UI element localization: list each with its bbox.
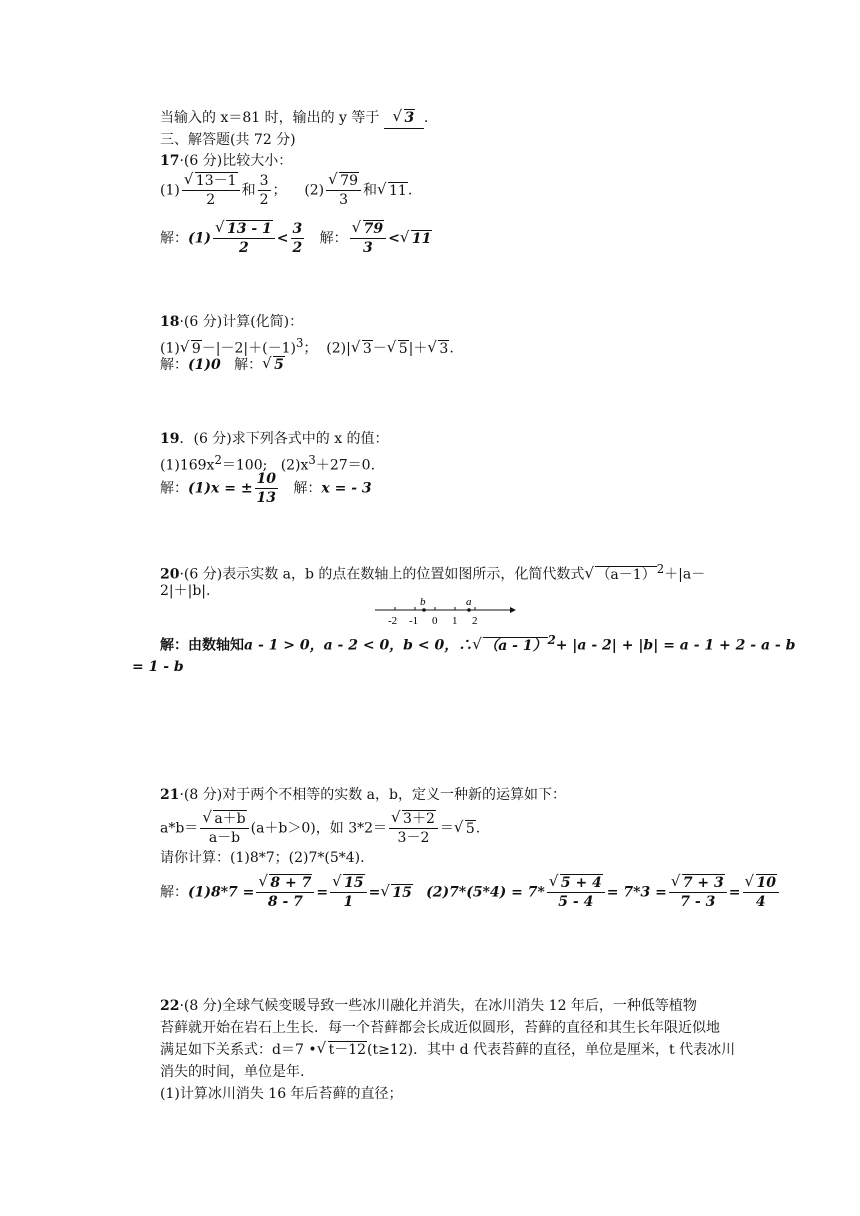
q21-solution <box>160 874 781 911</box>
q19-sol1-den: 13 <box>256 490 277 506</box>
q21-ask: 请你计算：(1)8*7；(2)7*(5*4). <box>160 850 365 866</box>
q17-p1-numerator: 13－1 <box>195 173 237 189</box>
q17-sol2-den: 3 <box>363 240 373 256</box>
q21-s1-n2: 15 <box>344 875 364 891</box>
q20-exp: 2 <box>656 562 665 576</box>
q20-number: 20 <box>160 566 180 583</box>
q21-def-cond: (a＋b＞0)，如 3*2＝ <box>250 820 388 837</box>
q18-header <box>160 312 303 332</box>
q21-s2-n2: 7 + 3 <box>682 875 724 891</box>
q20-sol-label: 解：由数轴知 <box>160 637 244 654</box>
q19-sol1-num: 10 <box>256 471 277 487</box>
q20-header-text: ·(6 分)表示实数 a，b 的点在数轴上的位置如图所示，化简代数式 <box>179 566 585 583</box>
q19-number: 19 <box>160 431 180 447</box>
q18-p2-rad1 <box>352 339 373 359</box>
q17-sol1-right <box>291 220 305 257</box>
q17-p2-label: (2) <box>304 182 325 199</box>
q19-sol1-fraction <box>255 470 278 507</box>
q17-p2-rad-value: 11 <box>388 182 407 199</box>
q21-definition <box>160 810 480 847</box>
q21-s1-fraction <box>256 874 314 911</box>
q18-p2-rad2-value: 5 <box>398 340 408 357</box>
q18-solution <box>160 355 285 375</box>
q22-line3-a: 满足如下关系式：d＝7 • <box>160 1042 317 1058</box>
q18-sol1: (1)0 <box>188 357 221 373</box>
q19-sol1-prefix: (1)x = ± <box>188 480 253 497</box>
q21-ex-eq: ＝ <box>439 820 454 837</box>
q18-sol2-label: 解： <box>234 357 263 373</box>
q17-number: 17 <box>160 153 180 169</box>
q17-sol2-fraction <box>350 220 386 257</box>
q21-def-num: a＋b <box>214 811 246 827</box>
q17-p1-fraction <box>182 172 240 209</box>
q17-sol2-label: 解： <box>319 230 348 247</box>
q22-rad-value: t－12 <box>328 1042 367 1058</box>
q21-ex-rad: 5 <box>465 820 475 837</box>
q17-p2-radical <box>378 181 408 201</box>
q18-p2-mid: － <box>372 340 387 357</box>
q21-s2-prefix: (2)7*(5*4) = 7* <box>426 884 545 901</box>
q18-p1-rad: 9 <box>191 340 201 357</box>
q21-s2-mid: = 7*3 = <box>606 884 667 901</box>
q21-s1-rad: 15 <box>392 884 412 901</box>
q22-line5: (1)计算冰川消失 16 年后苔藓的直径； <box>160 1086 403 1102</box>
q19-p2-rest: ＋27＝0. <box>315 457 376 474</box>
q21-example-fraction <box>389 810 438 847</box>
q19-sol2-label: 解： <box>293 480 322 497</box>
q20-sol-rad: （a - 1） <box>484 637 547 654</box>
q17-p1-right-den: 2 <box>259 192 269 208</box>
q21-header <box>160 785 566 805</box>
q17-p2-and: 和 <box>362 182 377 199</box>
section-title: 三、解答题(共 72 分) <box>160 132 296 148</box>
q21-s2-num: 5 + 4 <box>560 875 602 891</box>
q18-p2-rad3-value: 3 <box>439 340 449 357</box>
label-b: b <box>420 596 426 608</box>
q21-s1-fraction2 <box>330 874 366 911</box>
q20-radical <box>585 565 656 585</box>
q18-p2-rad3 <box>428 339 449 359</box>
q21-s2-d2: 7 - 3 <box>680 894 716 910</box>
q21-s2-d3: 4 <box>755 894 766 910</box>
q20-header <box>160 559 705 585</box>
q19-p1-rest: ＝100; <box>221 457 268 474</box>
q21-s1-radical <box>381 883 412 903</box>
q20-solution <box>160 630 795 656</box>
q17-solution <box>160 220 432 257</box>
q17-p1-right-fraction <box>258 172 271 209</box>
q20-rad-content: （a－1） <box>596 566 656 583</box>
q17-sol1-den: 2 <box>239 240 249 256</box>
q21-s2-eq: = <box>728 884 741 901</box>
q21-ex-radical <box>455 819 476 839</box>
q17-sol1-num: 13 - 1 <box>227 221 272 237</box>
q18-p1-end: ； <box>303 340 318 357</box>
q19-header <box>160 429 389 449</box>
q17-sol1-right-num: 3 <box>292 221 303 237</box>
q22-line3-b: (t≥12)．其中 d 代表苔藓的直径，单位是厘米，t 代表冰川 <box>367 1042 736 1058</box>
prev-question-end: . <box>423 110 429 126</box>
q18-sol2-rad-value: 5 <box>274 357 284 373</box>
q21-s1-d2: 1 <box>343 894 354 910</box>
q19-p1: (1)169x <box>160 457 215 474</box>
q20-line2: 2|＋|b|. <box>160 583 211 599</box>
q20-sol-rest: + |a - 2| + |b| = a - 1 + 2 - a - b <box>555 637 796 654</box>
q21-s1-den: 8 - 7 <box>267 894 303 910</box>
q21-def-lhs: a*b＝ <box>160 820 199 837</box>
q17-sol1-label: (1) <box>188 230 211 247</box>
q22-line1 <box>160 996 697 1016</box>
q22-line2: 苔藓就开始在岩石上生长．每一个苔藓都会长成近似圆形，苔藓的直径和其生长年限近似地 <box>160 1020 720 1036</box>
q19-sol2: x = - 3 <box>321 480 372 497</box>
q17-p1-denominator: 2 <box>206 192 216 208</box>
q17-sol1-right-den: 2 <box>292 240 303 256</box>
answer-value: 3 <box>404 110 415 126</box>
q18-p1-rest: －|－2|＋(－1) <box>201 340 296 357</box>
prev-question-tail <box>160 108 428 129</box>
q17-p1-sep: ； <box>272 182 287 199</box>
q17-p1-right-num: 3 <box>259 173 269 189</box>
q20-sol-exp: 2 <box>547 633 556 647</box>
q17-sol1-fraction <box>213 220 275 257</box>
q21-header-text: ·(8 分)对于两个不相等的实数 a，b，定义一种新的运算如下： <box>179 787 566 803</box>
tick-label: 1 <box>452 615 458 626</box>
q22-number: 22 <box>160 998 180 1014</box>
tick-label: 2 <box>472 615 478 626</box>
q18-p1-label: (1) <box>160 340 180 357</box>
q21-s1-eq2: = <box>368 884 381 901</box>
answer-blank <box>384 108 424 129</box>
q17-sol2-num: 79 <box>363 221 384 237</box>
q17-sol1-cmp: < <box>276 230 289 247</box>
q21-s1-prefix: (1)8*7 = <box>188 884 255 901</box>
q21-s2-fraction <box>547 874 605 911</box>
q18-header-text: ·(6 分)计算(化简)： <box>179 314 304 330</box>
q17-sol2-rad-value: 11 <box>411 230 432 247</box>
q17-p1-label: (1) <box>160 182 180 199</box>
q19-sol-label: 解： <box>160 480 188 497</box>
q21-def-fraction <box>200 810 248 847</box>
tick-label: -1 <box>409 615 419 626</box>
q21-s1-num: 8 + 7 <box>270 875 312 891</box>
q17-header-text: ·(6 分)比较大小： <box>179 153 293 169</box>
sqrt-symbol <box>394 108 416 128</box>
q22-line1-text: ·(8 分)全球气候变暖导致一些冰川融化并消失，在冰川消失 12 年后，一种低等植物 <box>179 998 697 1014</box>
q20-after: ＋|a－ <box>664 566 706 583</box>
q17-p1-and: 和 <box>241 182 256 199</box>
q17-header <box>160 151 292 171</box>
q19-header-text: ．(6 分)求下列各式中的 x 的值： <box>179 431 389 447</box>
q20-sol-cond: a - 1 > 0，a - 2 < 0，b < 0，∴ <box>244 637 473 654</box>
q18-sol-label: 解： <box>160 357 188 373</box>
q21-ex-den: 3－2 <box>397 830 430 846</box>
point-a <box>467 608 471 612</box>
q18-p2-rad1-value: 3 <box>362 340 372 357</box>
q21-s2-den: 5 - 4 <box>558 894 594 910</box>
q18-p2-rad2 <box>388 339 409 359</box>
q22-line3 <box>160 1040 735 1060</box>
q18-sol2-radical <box>263 355 285 375</box>
q21-number: 21 <box>160 787 180 803</box>
prev-question-text: 当输入的 x＝81 时，输出的 y 等于 <box>160 110 380 126</box>
label-a: a <box>466 596 472 608</box>
point-b <box>422 608 426 612</box>
q20-sol-radical <box>473 636 547 656</box>
q17-sol-label: 解： <box>160 230 188 247</box>
q19-p1-exp: 2 <box>214 453 222 467</box>
q22-radical <box>318 1040 367 1060</box>
q18-p2-after: |＋ <box>408 340 428 357</box>
q22-line4: 消失的时间，单位是年. <box>160 1064 305 1080</box>
q19-solution <box>160 470 372 507</box>
q18-p1-exp: 3 <box>295 336 304 350</box>
q19-p2: (2)x <box>280 457 309 474</box>
q21-def-den: a－b <box>208 830 241 846</box>
q17-p2-denominator: 3 <box>339 192 349 208</box>
q21-s2-fraction3 <box>743 874 779 911</box>
q18-number: 18 <box>160 314 180 330</box>
arrow-right-icon <box>510 607 516 613</box>
q20-solution-line2: = 1 - b <box>132 659 184 675</box>
q21-s1-eq1: = <box>316 884 329 901</box>
q17-p2-numerator: 79 <box>340 173 358 189</box>
q17-sol2-radical <box>401 229 432 249</box>
q17-p2-fraction <box>326 172 361 209</box>
q21-ex-end: . <box>475 820 481 837</box>
tick-label: -2 <box>388 615 398 626</box>
q18-p2-end: . <box>449 340 454 357</box>
tick-label: 0 <box>432 615 438 626</box>
q17-sol2-cmp: < <box>388 230 400 247</box>
q18-p2-label: (2)| <box>326 340 351 357</box>
q21-sol-label: 解： <box>160 884 188 901</box>
q17-p2-end: . <box>407 182 413 199</box>
q21-s2-fraction2 <box>669 874 727 911</box>
number-line-figure <box>370 594 520 626</box>
q17-parts <box>160 172 412 209</box>
q21-ex-num: 3＋2 <box>403 811 435 827</box>
q21-s2-n3: 10 <box>756 875 776 891</box>
q19-p2-exp: 3 <box>308 453 316 467</box>
